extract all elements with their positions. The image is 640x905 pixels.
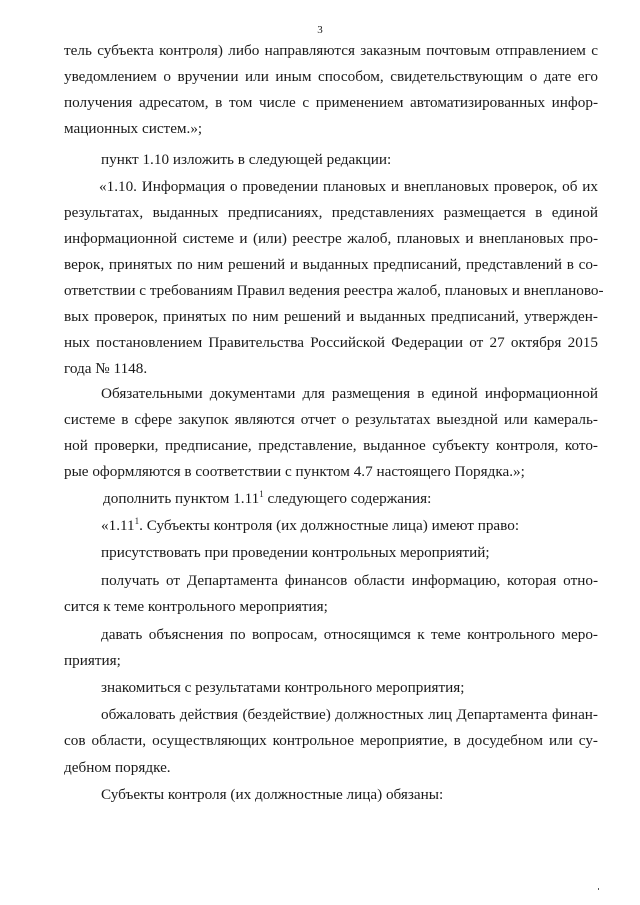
text-line: получать от Департамента финансов области информацию, которая отно- — [101, 572, 598, 589]
text-line: давать объяснения по вопросам, относящимся к теме контрольного меро- — [101, 626, 598, 643]
text-line: вых проверок, принятых по ним решений и выданных предписаний, утвержден- — [64, 308, 598, 325]
text-fragment: «1.11 — [101, 517, 135, 534]
text-line: рые оформляются в соответствии с пунктом 4.7 настоящего Порядка.»; — [64, 463, 525, 480]
text-line: Обязательными документами для размещения в единой информационной — [101, 385, 598, 402]
text-line: верок, принятых по ним решений и выданных предписаний, представлений в со- — [64, 256, 598, 273]
text-line: сов области, осуществляющих контрольное мероприятие, в досудебном или су- — [64, 732, 598, 749]
text-line: получения адресатом, в том числе с применением автоматизированных инфор- — [64, 94, 598, 111]
text-line: присутствовать при проведении контрольных мероприятий; — [101, 544, 490, 561]
text-line: «1.10. Информация о проведении плановых и внеплановых проверок, об их — [99, 178, 598, 195]
text-line — [103, 490, 431, 507]
text-line: ных постановлением Правительства Российской Федерации от 27 октября 2015 — [64, 334, 598, 351]
text-fragment: дополнить пунктом 1.11 — [103, 490, 260, 507]
text-line: Субъекты контроля (их должностные лица) обязаны: — [101, 786, 444, 803]
text-line: пункт 1.10 изложить в следующей редакции: — [101, 151, 392, 168]
text-line: года № 1148. — [64, 360, 148, 377]
superscript: 1 — [134, 516, 140, 526]
text-line: информационной системе и (или) реестре жалоб, плановых и внеплановых про- — [64, 230, 598, 247]
text-line: ответствии с требованиям Правил ведения реестра жалоб, плановых и внепланово- — [64, 282, 604, 299]
superscript: 1 — [259, 489, 264, 499]
text-line: тель субъекта контроля) либо направляются заказным почтовым отправлением с — [64, 42, 598, 59]
page-number: 3 — [317, 24, 323, 36]
text-line — [101, 517, 519, 534]
text-line: дебном порядке. — [64, 759, 171, 776]
text-line: системе в сфере закупок являются отчет о результатах выездной или камераль- — [64, 411, 598, 428]
text-line: мационных систем.»; — [64, 120, 203, 137]
text-line: уведомлением о вручении или иным способом, свидетельствующим о дате его — [64, 68, 598, 85]
text-line: результатах, выданных предписаниях, представлениях размещается в единой — [64, 204, 598, 221]
text-line: ной проверки, предписание, представление, выданное субъекту контроля, кото- — [64, 437, 598, 454]
text-fragment: следующего содержания: — [263, 490, 432, 507]
text-line: знакомиться с результатами контрольного мероприятия; — [101, 679, 465, 696]
text-line: сится к теме контрольного мероприятия; — [64, 598, 328, 615]
text-line: приятия; — [64, 652, 121, 669]
scan-speck — [598, 888, 599, 890]
text-fragment: . Субъекты контроля (их должностные лица) имеют право: — [139, 517, 520, 534]
text-line: обжаловать действия (бездействие) должностных лиц Департамента финан- — [101, 706, 598, 723]
